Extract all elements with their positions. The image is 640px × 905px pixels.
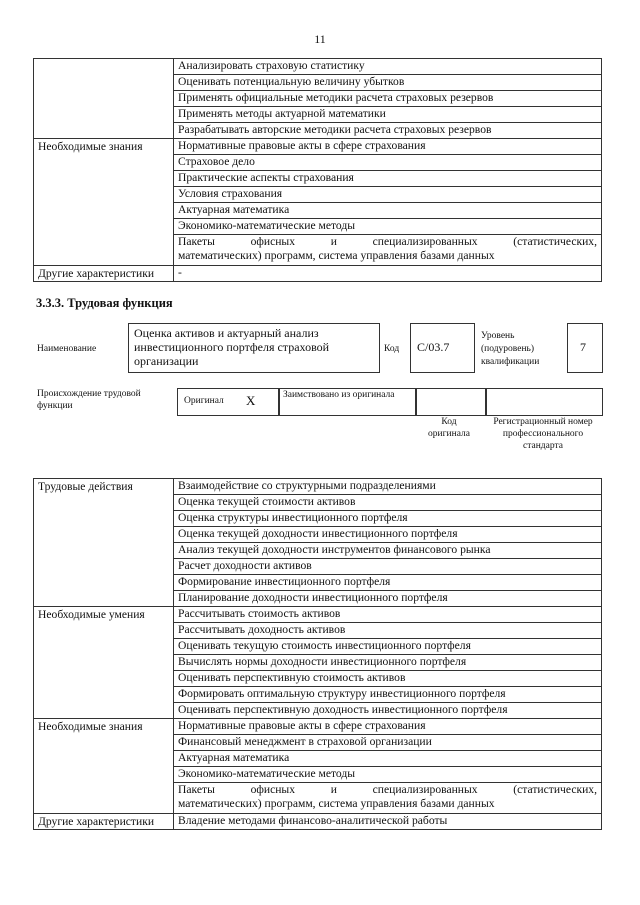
- list-item-multiline: [174, 235, 602, 266]
- level-value: 7: [580, 340, 586, 354]
- list-item: Формировать оптимальную структуру инвестиционного портфеля: [174, 687, 602, 703]
- original-mark: X: [246, 393, 256, 408]
- reg-number-box: [485, 388, 603, 416]
- list-item: Анализ текущей доходности инструментов финансового рынка: [174, 543, 602, 559]
- list-item: Оценивать текущую стоимость инвестиционного портфеля: [174, 639, 602, 655]
- list-item: Оценивать перспективную доходность инвестиционного портфеля: [174, 703, 602, 719]
- table-row: [34, 719, 602, 735]
- reg-number-label: Регистрационный номер профессионального стандарта: [493, 417, 593, 451]
- other-label: Другие характеристики: [34, 266, 174, 282]
- original-label: Оригинал: [184, 396, 224, 406]
- list-item: Планирование доходности инвестиционного портфеля: [174, 591, 602, 607]
- list-item: Оценка текущей доходности инвестиционного портфеля: [174, 527, 602, 543]
- borrowed-label: Заимствовано из оригинала: [283, 390, 395, 400]
- actions-label: Трудовые действия: [34, 479, 174, 607]
- list-item: -: [174, 266, 602, 282]
- list-item: Разрабатывать авторские методики расчета страховых резервов: [174, 123, 602, 139]
- list-item: Вычислять нормы доходности инвестиционного портфеля: [174, 655, 602, 671]
- name-label: Наименование: [37, 344, 97, 354]
- list-item: Актуарная математика: [174, 751, 602, 767]
- table-row: [34, 266, 602, 282]
- name-value: Оценка активов и актуарный анализ инвестиционного портфеля страховой организации: [134, 326, 330, 368]
- origin-label: Происхождение трудовой функции: [37, 389, 141, 411]
- code-value: C/03.7: [417, 340, 450, 354]
- section-heading: 3.3.3. Трудовая функция: [36, 296, 173, 310]
- list-item: Условия страхования: [174, 187, 602, 203]
- list-item: Экономико-математические методы: [174, 219, 602, 235]
- line-2: математических) программ, система управления базами данных: [178, 797, 495, 810]
- list-item: Применять официальные методики расчета страховых резервов: [174, 91, 602, 107]
- list-item-multiline: [174, 783, 602, 814]
- table-row: [34, 139, 602, 155]
- table-row: [34, 479, 602, 495]
- list-item: Расчет доходности активов: [174, 559, 602, 575]
- page-number: 11: [314, 32, 326, 46]
- list-item: Страховое дело: [174, 155, 602, 171]
- list-item: Финансовый менеджмент в страховой организации: [174, 735, 602, 751]
- line-1: Пакеты офисных и специализированных (статистических,: [178, 235, 597, 248]
- list-item: Нормативные правовые акты в сфере страхования: [174, 139, 602, 155]
- code-original-box: [415, 388, 487, 416]
- level-label: Уровень (подуровень) квалификации: [481, 331, 540, 367]
- table-row: [34, 607, 602, 623]
- list-item: Оценивать перспективную стоимость активов: [174, 671, 602, 687]
- list-item: Рассчитывать стоимость активов: [174, 607, 602, 623]
- table-functions: [33, 478, 602, 830]
- list-item: Экономико-математические методы: [174, 767, 602, 783]
- list-item: Практические аспекты страхования: [174, 171, 602, 187]
- knowledge-label: Необходимые знания: [34, 139, 174, 266]
- list-item: Взаимодействие со структурными подразделениями: [174, 479, 602, 495]
- list-item: Рассчитывать доходность активов: [174, 623, 602, 639]
- list-item: Оценивать потенциальную величину убытков: [174, 75, 602, 91]
- list-item: Оценка текущей стоимости активов: [174, 495, 602, 511]
- table-row: [34, 59, 602, 75]
- code-label: Код: [384, 344, 400, 354]
- line-2: математических) программ, система управления базами данных: [178, 249, 495, 262]
- skills-label: Необходимые умения: [34, 607, 174, 719]
- other-label: Другие характеристики: [34, 814, 174, 830]
- list-item: Формирование инвестиционного портфеля: [174, 575, 602, 591]
- list-item: Владение методами финансово-аналитической работы: [174, 814, 602, 830]
- table-continuation: [33, 58, 602, 282]
- list-item: Актуарная математика: [174, 203, 602, 219]
- list-item: Анализировать страховую статистику: [174, 59, 602, 75]
- line-1: Пакеты офисных и специализированных (статистических,: [178, 783, 597, 796]
- code-original-label: Код оригинала: [428, 417, 470, 439]
- knowledge-label: Необходимые знания: [34, 719, 174, 814]
- list-item: Оценка структуры инвестиционного портфеля: [174, 511, 602, 527]
- row-label-empty: [34, 59, 174, 139]
- table-row: [34, 814, 602, 830]
- list-item: Применять методы актуарной математики: [174, 107, 602, 123]
- list-item: Нормативные правовые акты в сфере страхования: [174, 719, 602, 735]
